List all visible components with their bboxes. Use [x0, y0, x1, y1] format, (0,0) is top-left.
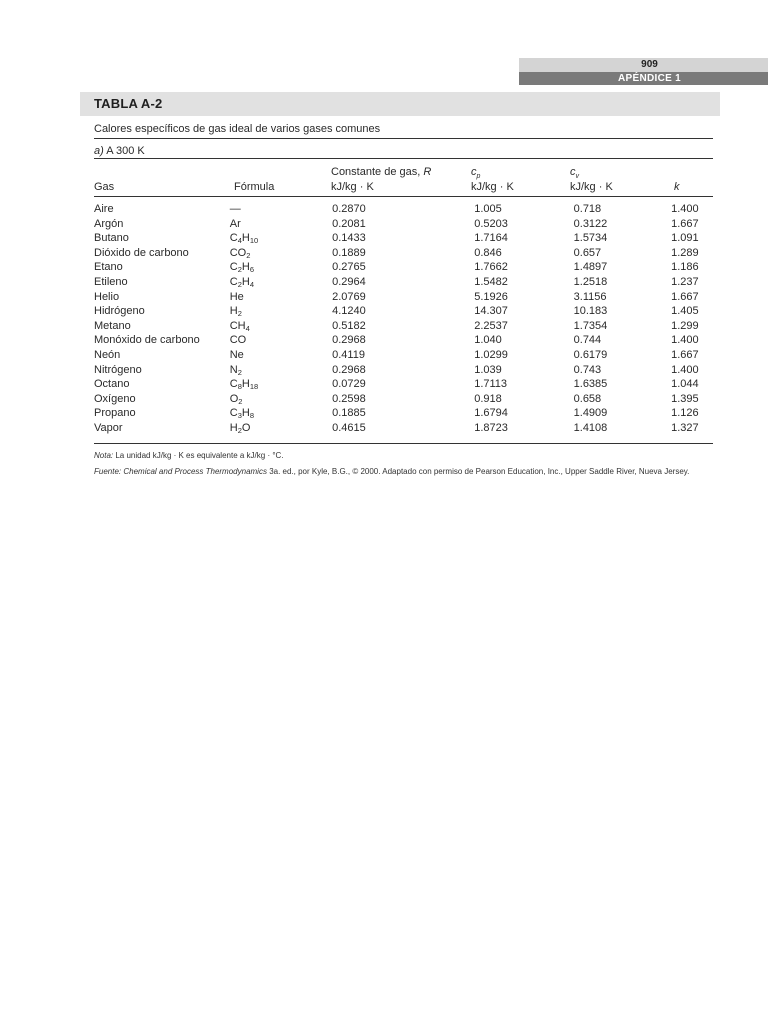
- cp-cell: 0.918: [474, 392, 502, 405]
- gas-constant-cell: 0.2870: [332, 203, 366, 215]
- k-cell: 1.044: [671, 378, 699, 391]
- cv-cell: 0.658: [573, 392, 602, 405]
- cv-cell: 10.183: [573, 305, 608, 318]
- table-row: [94, 377, 713, 392]
- formula-subscript: 8: [237, 382, 242, 392]
- gas-cell: Nitrógeno: [94, 363, 142, 376]
- gas-constant-cell: 0.0729: [332, 378, 366, 391]
- cp-cell: 14.307: [474, 305, 508, 318]
- formula-part: H: [241, 407, 250, 420]
- formula-subscript: 4: [245, 323, 250, 333]
- formula-part: C: [229, 232, 238, 245]
- cv-cell: 0.6179: [573, 348, 608, 361]
- formula-subscript: 2: [246, 250, 251, 260]
- k-cell: 1.405: [671, 305, 699, 318]
- cp-cell: 1.5482: [474, 275, 508, 288]
- cv-cell: 1.4108: [573, 421, 608, 434]
- formula-part: C: [229, 275, 238, 288]
- formula-part: H: [229, 305, 238, 318]
- table-row: [94, 246, 713, 261]
- gas-constant-cell: 0.2765: [332, 261, 366, 274]
- table-row: [94, 363, 713, 378]
- gas-cell: Propano: [94, 407, 136, 420]
- formula-cell: [230, 202, 329, 217]
- formula-subscript: 10: [249, 236, 259, 246]
- gas-constant-cell: 4.1240: [332, 305, 366, 318]
- source-label: Fuente: Chemical and Process Thermodynamics: [94, 467, 267, 476]
- formula-part: H: [241, 261, 250, 274]
- cp-cell: 0.846: [474, 246, 502, 259]
- page-number: 909: [519, 58, 768, 72]
- cp-subscript: p: [476, 173, 481, 181]
- cp-cell: 1.7164: [474, 232, 508, 245]
- table-row: [94, 202, 713, 217]
- formula-part: C: [229, 261, 238, 274]
- gas-cell: Argón: [94, 217, 124, 230]
- gas-constant-cell: 0.2598: [332, 392, 366, 405]
- gas-cell: Metano: [94, 319, 131, 332]
- formula-subscript: 3: [237, 411, 242, 421]
- formula-part: H: [241, 378, 250, 391]
- gas-constant-cell: 0.5182: [332, 319, 366, 332]
- gas-constant-cell: 0.1885: [332, 407, 366, 420]
- cv-cell: 1.4897: [573, 261, 608, 274]
- k-cell: 1.400: [671, 363, 699, 376]
- source-text: 3a. ed., por Kyle, B.G., © 2000. Adaptado con permiso de Pearson Education, Inc., Upper Saddle River, Nueva Jersey.: [266, 467, 690, 476]
- cp-symbol: c: [471, 166, 477, 178]
- gas-constant-cell: 0.4615: [332, 421, 366, 434]
- formula-cell: [230, 246, 329, 261]
- formula-cell: [230, 377, 329, 392]
- cv-cell: 1.6385: [573, 378, 608, 391]
- cp-cell: 1.039: [474, 363, 502, 376]
- formula-cell: [230, 319, 329, 334]
- k-cell: 1.400: [671, 203, 699, 215]
- table-body: [94, 202, 713, 436]
- formula-cell: [230, 217, 329, 232]
- formula-part: O: [241, 421, 251, 434]
- cp-cell: 1.040: [474, 334, 502, 347]
- gas-constant-cell: 0.2968: [332, 334, 366, 347]
- formula-subscript: 6: [249, 265, 254, 275]
- header-rule: [94, 196, 713, 197]
- formula-cell: [230, 392, 329, 407]
- cv-cell: 1.5734: [573, 232, 608, 245]
- formula-part: C: [229, 407, 238, 420]
- gas-cell: Monóxido de carbono: [94, 334, 200, 347]
- table-row: [94, 304, 713, 319]
- formula-subscript: 18: [249, 382, 259, 392]
- header-gas-constant-symbol: R: [423, 166, 432, 178]
- gas-cell: Octano: [94, 378, 130, 391]
- gas-cell: Dióxido de carbono: [94, 246, 189, 259]
- cp-cell: 1.8723: [474, 421, 508, 434]
- cp-cell: 1.005: [474, 203, 502, 215]
- gas-cell: Helio: [94, 290, 120, 303]
- gas-constant-cell: 0.2968: [332, 363, 366, 376]
- formula-cell: [230, 260, 329, 275]
- subcaption-rule: [94, 158, 713, 159]
- cv-cell: 0.744: [573, 334, 602, 347]
- formula-cell: [230, 363, 329, 378]
- cv-cell: 3.1156: [573, 290, 607, 303]
- header-k: k: [674, 181, 680, 193]
- cp-cell: 1.7113: [474, 378, 508, 391]
- header-cv-symbol: [570, 166, 579, 180]
- k-cell: 1.289: [671, 246, 699, 259]
- cv-cell: 0.657: [573, 246, 602, 259]
- cv-cell: 0.3122: [573, 217, 608, 230]
- cv-cell: 0.743: [573, 363, 602, 376]
- header-cv-unit: kJ/kg · K: [570, 181, 613, 193]
- cp-cell: 5.1926: [474, 290, 508, 303]
- note-label: Nota:: [94, 451, 114, 460]
- header-gas-constant-label: Constante de gas,: [331, 166, 424, 178]
- k-cell: 1.126: [671, 407, 699, 420]
- formula-part: H: [241, 275, 250, 288]
- subcaption-prefix: a): [94, 145, 104, 157]
- gas-cell: Etano: [94, 261, 123, 274]
- header-gas: Gas: [94, 181, 115, 193]
- formula-subscript: 2: [237, 279, 242, 289]
- specific-heats-table: [94, 202, 713, 436]
- formula-subscript: 2: [237, 309, 242, 319]
- table-row: [94, 406, 713, 421]
- cv-cell: 1.4909: [573, 407, 608, 420]
- formula-cell: [230, 275, 329, 290]
- gas-constant-cell: 0.2081: [332, 217, 366, 230]
- appendix-label: APÉNDICE 1: [519, 72, 768, 85]
- caption-rule: [94, 138, 713, 139]
- table-row: [94, 290, 713, 305]
- formula-cell: [230, 421, 329, 436]
- cv-cell: 1.7354: [573, 319, 608, 332]
- table-caption: Calores específicos de gas ideal de varios gases comunes: [94, 123, 381, 135]
- formula-part: H: [229, 421, 238, 434]
- formula-subscript: 4: [249, 279, 254, 289]
- formula-cell: [230, 333, 329, 348]
- table-row: [94, 348, 713, 363]
- page-header: [519, 58, 768, 85]
- formula-part: CO: [229, 246, 247, 259]
- gas-cell: Butano: [94, 232, 129, 245]
- table-row: [94, 421, 713, 436]
- table-source: [94, 466, 713, 477]
- table-row: [94, 260, 713, 275]
- formula-cell: [230, 290, 329, 305]
- gas-constant-cell: 0.4119: [332, 348, 365, 361]
- table-row: [94, 231, 713, 246]
- cp-cell: 0.5203: [474, 217, 508, 230]
- gas-cell: Oxígeno: [94, 392, 136, 405]
- k-cell: 1.327: [671, 421, 699, 434]
- formula-subscript: 2: [237, 425, 242, 435]
- formula-part: CO: [229, 334, 247, 347]
- formula-part: Ne: [229, 348, 244, 361]
- k-cell: 1.667: [671, 348, 699, 361]
- gas-cell: Aire: [94, 203, 114, 215]
- gas-cell: Hidrógeno: [94, 305, 145, 318]
- formula-subscript: 2: [237, 367, 242, 377]
- k-cell: 1.667: [671, 290, 699, 303]
- k-cell: 1.299: [671, 319, 699, 332]
- formula-cell: [230, 231, 329, 246]
- table-subcaption: [94, 145, 145, 157]
- k-cell: 1.091: [671, 232, 699, 245]
- formula-part: CH: [229, 319, 246, 332]
- gas-cell: Etileno: [94, 275, 128, 288]
- header-cp-unit: kJ/kg · K: [471, 181, 514, 193]
- gas-constant-cell: 0.2964: [332, 275, 366, 288]
- formula-part: Ar: [229, 217, 241, 230]
- header-gas-constant: [331, 166, 431, 178]
- formula-cell: [230, 348, 329, 363]
- gas-constant-cell: 0.1433: [332, 232, 366, 245]
- cp-cell: 1.6794: [474, 407, 508, 420]
- gas-constant-cell: 0.1889: [332, 246, 366, 259]
- formula-subscript: 2: [238, 396, 243, 406]
- cp-cell: 1.0299: [474, 348, 508, 361]
- gas-cell: Neón: [94, 348, 121, 361]
- table-title-bar: [80, 92, 720, 116]
- table-row: [94, 333, 713, 348]
- formula-part: C: [229, 378, 238, 391]
- table-title: TABLA A-2: [94, 96, 163, 111]
- formula-part: —: [229, 203, 241, 215]
- cp-cell: 1.7662: [474, 261, 508, 274]
- cv-subscript: v: [575, 173, 579, 181]
- formula-cell: [230, 304, 329, 319]
- subcaption-text: A 300 K: [103, 145, 145, 157]
- header-cp-symbol: [471, 166, 480, 180]
- k-cell: 1.400: [671, 334, 699, 347]
- k-cell: 1.395: [671, 392, 699, 405]
- k-cell: 1.186: [671, 261, 699, 274]
- header-r-unit: kJ/kg · K: [331, 181, 374, 193]
- gas-cell: Vapor: [94, 421, 123, 434]
- formula-subscript: 8: [249, 411, 254, 421]
- formula-subscript: 2: [237, 265, 242, 275]
- formula-subscript: 4: [237, 236, 242, 246]
- formula-part: O: [229, 392, 239, 405]
- k-cell: 1.667: [671, 217, 699, 230]
- table-bottom-rule: [94, 443, 713, 444]
- table-row: [94, 319, 713, 334]
- table-row: [94, 217, 713, 232]
- table-note: [94, 450, 713, 461]
- table-row: [94, 392, 713, 407]
- table-row: [94, 275, 713, 290]
- cv-cell: 1.2518: [573, 275, 608, 288]
- formula-cell: [230, 406, 329, 421]
- formula-part: H: [241, 232, 250, 245]
- k-cell: 1.237: [671, 275, 699, 288]
- cv-symbol: c: [570, 166, 576, 178]
- formula-part: He: [229, 290, 244, 303]
- gas-constant-cell: 2.0769: [332, 290, 366, 303]
- note-text: La unidad kJ/kg · K es equivalente a kJ/kg · °C.: [113, 451, 284, 460]
- cp-cell: 2.2537: [474, 319, 508, 332]
- cv-cell: 0.718: [573, 203, 602, 215]
- header-formula: Fórmula: [234, 181, 275, 193]
- formula-part: N: [229, 363, 238, 376]
